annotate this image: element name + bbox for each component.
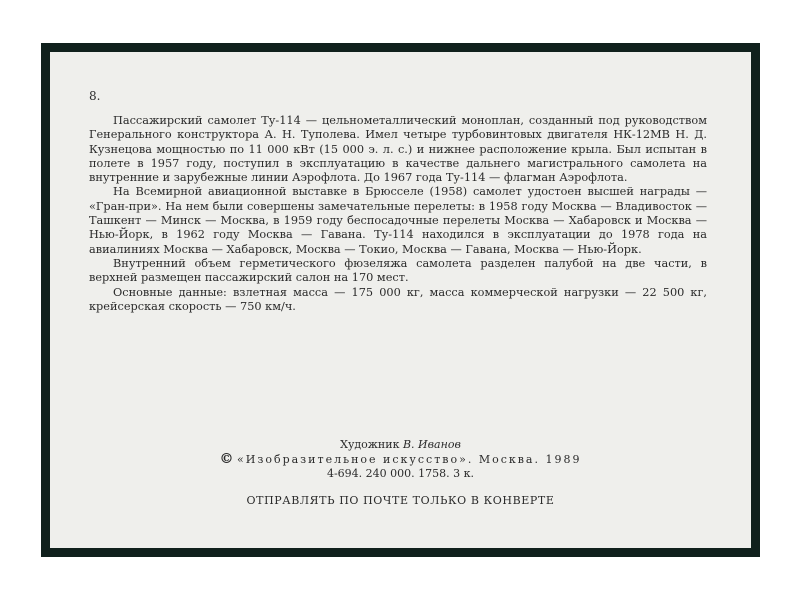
paragraph-awards-flights: На Всемирной авиационной выставке в Брюсселе (1958) самолет удостоен высшей награды — «Гран-при». На нем были совершены замечательные перелеты: в 1958 году Москва — Владивосток — Ташкент — Минск — Москва, в 1959 году беспосадочные перелеты Москва — Хабаровск и Москва — Нью-Йорк, в 1962 году Москва — Гавана. Ту-114 находился в эксплуатации до 1978 года на авиалиниях Москва — Хабаровск, Москва — Токио, Москва — Гавана, Москва — Нью-Йорк. xyxy=(89,185,707,256)
copyright-icon: © xyxy=(219,451,234,467)
paragraph-history: Пассажирский самолет Ту-114 — цельнометаллический моноплан, созданный под руководством Генерального конструктора А. Н. Туполева. Имел четыре турбовинтовых двигателя НК-12МВ Н. Д. Кузнецова мощностью по 11 000 кВт (15 000 э. л. с.) и нижнее расположение крыла. Был испытан в полете в 1957 году, поступил в эксплуатацию в качестве дальнего магистрального самолета на внутренние и зарубежные линии Аэрофлота. До 1967 года Ту-114 — флагман Аэрофлота. xyxy=(89,114,707,185)
artist-label: Художник xyxy=(340,438,400,451)
print-info: 4-694. 240 000. 1758. 3 к. xyxy=(326,467,475,480)
paragraph-specs: Основные данные: взлетная масса — 175 000 кг, масса коммерческой нагрузки — 22 500 кг, крейсерская скорость — 750 км/ч. xyxy=(89,285,707,313)
page-number: 8. xyxy=(89,89,101,103)
mail-instruction: ОТПРАВЛЯТЬ ПО ПОЧТЕ ТОЛЬКО В КОНВЕРТЕ xyxy=(246,494,555,507)
paragraph-fuselage: Внутренний объем герметического фюзеляжа самолета разделен палубой на две части, в верхней размещен пассажирский салон на 170 мест. xyxy=(89,256,707,285)
publisher-line xyxy=(50,452,751,467)
description-text xyxy=(89,114,707,314)
publication-credits xyxy=(50,438,751,481)
artist-line xyxy=(50,438,751,452)
artist-name: В. Иванов xyxy=(402,438,461,451)
publisher-name: «Изобразительное искусство». Москва. 1989 xyxy=(237,453,582,466)
postcard-back xyxy=(50,52,751,548)
